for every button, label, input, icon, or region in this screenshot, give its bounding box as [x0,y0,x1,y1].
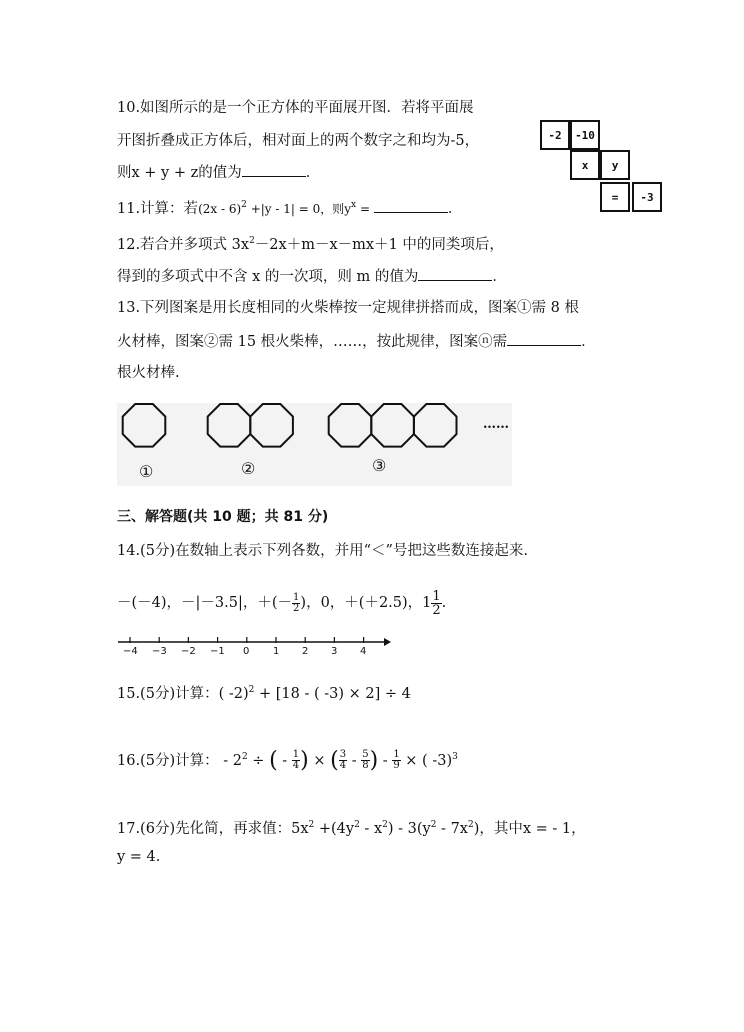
q14-nums-b: )，0，＋(＋2.5)，1 [300,595,432,611]
q11-prefix: 11.计算：若 [117,200,199,217]
q16-line [117,743,458,771]
q17-e4: 2 [430,820,437,830]
octagon-shape [250,404,293,447]
q12-line1 [117,231,504,255]
q12-line1-exp: 2 [249,236,255,246]
q16-d: × [308,752,331,769]
q13-line3: 根火材棒. [117,365,180,381]
q12-line2-text: 得到的多项式中不含 x 的一次项，则 m 的值为 [117,269,419,285]
tick-label: −2 [181,646,196,657]
left-paren: ( [330,747,339,773]
tick-label: −4 [123,646,138,657]
q16-g: - [378,752,393,769]
cube-cell: = [600,182,630,212]
q11-exp-b: x [351,200,357,210]
q10-line2: 开图折叠成正方体后，相对面上的两个数字之和均为-5， [117,133,480,149]
q11-line [117,195,462,219]
pattern-label-1: ① [139,462,154,481]
cube-cell: -2 [540,120,570,150]
q12-line2-end: ． [492,269,507,285]
pattern-label-2: ② [241,459,256,478]
q16-b: ÷ [247,752,270,769]
q17-b: +(4y [314,820,355,837]
right-paren: ) [300,747,309,773]
q16-fraction-4 [392,750,400,771]
tick-label: 4 [360,646,367,657]
q13-line2-text: 火材棒，图案②需 15 根火柴棒，……，按此规律，图案ⓝ需 [117,334,508,350]
fraction-numerator: 3 [339,749,347,761]
fraction-denominator: 4 [292,760,300,772]
tick-label: 1 [273,646,280,657]
q12-answer-blank[interactable] [418,266,492,281]
q17-line1 [117,815,586,839]
q16-h: × ( -3) [400,752,453,769]
q17-c: - x [359,820,383,837]
octagon-shape [123,404,166,447]
fraction-denominator: 4 [339,760,347,772]
q14-numbers [117,589,446,617]
tick-label: 0 [243,646,250,657]
q14-nums-a: －(－4)，－|－3.5|，＋(－ [117,595,293,611]
octagon-patterns [117,403,512,486]
q16-fraction-2 [339,750,347,771]
q13-line1: 13.下列图案是用长度相同的火柴棒按一定规律拼搭而成，图案①需 8 根 [117,300,580,316]
pattern-ellipsis: …… [483,417,509,432]
q16-fraction-1 [292,750,300,771]
q12-line1-b: －2x＋m－x－mx＋1 中的同类项后， [254,236,504,253]
octagon-shape [371,404,414,447]
tick-label: −1 [210,646,225,657]
q11-expr-c: = [356,201,374,216]
q11-answer-blank[interactable] [374,198,448,213]
q17-e3: 2 [382,820,388,830]
fraction-numerator: 5 [362,749,369,761]
right-paren: ) [369,747,379,773]
fraction-numerator: 1 [293,591,300,603]
q10-line3-end: ． [305,165,321,181]
matchstick-figure [117,403,512,486]
q16-c: - [277,752,292,769]
q12-line2 [117,266,507,287]
q17-a: 17.(6分)先化简，再求值：5x [117,820,309,837]
q17-e: - 7x [436,820,468,837]
q15-b: + [18 - ( -3) × 2] ÷ 4 [254,685,411,702]
q14-mixed-fraction [431,590,441,617]
pattern-label-3: ③ [372,456,387,475]
cube-cell: -3 [632,182,662,212]
q12-line1-a: 12.若合并多项式 3x [117,236,250,253]
q17-e1: 2 [308,820,315,830]
q10-answer-blank[interactable] [242,162,306,177]
q10-line3 [117,162,320,183]
cube-cell: y [600,150,630,180]
q14-nums-end: . [441,595,447,611]
left-paren: ( [269,747,278,773]
q13-answer-blank[interactable] [507,331,581,346]
q16-exp2: 3 [452,752,458,762]
section-title: 三、解答题(共 10 题；共 81 分) [117,509,329,525]
fraction-denominator: 8 [362,760,369,772]
tick-label: −3 [152,646,167,657]
fraction-numerator: 1 [292,749,300,761]
cube-cell: x [570,150,600,180]
q10-line1: 10.如图所示的是一个正方体的平面展开图．若将平面展 [117,100,474,116]
q13-line2-end: ． [581,334,596,350]
q17-e5: 2 [467,820,474,830]
octagon-shape [208,404,251,447]
q13-line2 [117,331,596,352]
q16-fraction-3 [361,750,369,771]
q17-f: )，其中x = - 1， [473,820,586,837]
tick-label: 3 [331,646,338,657]
q11-expr-a: (2x - 6) [198,201,242,216]
fraction-numerator: 1 [393,749,400,761]
fraction-denominator: 2 [432,602,441,618]
q16-exp1: 2 [241,752,248,762]
q17-line2: y = 4. [117,849,161,865]
q15-exp: 2 [248,685,255,695]
q15-a: 15.(5分)计算：( -2) [117,685,249,702]
q17-e2: 2 [354,820,360,830]
q11-end: ． [447,200,463,217]
q11-exp-a: 2 [241,200,247,210]
q10-line3-text: 则x + y + z的值为 [117,165,242,181]
fraction-numerator: 1 [432,588,441,604]
tick-label: 2 [302,646,309,657]
cube-cell: -10 [570,120,600,150]
q14-question: 14.(5分)在数轴上表示下列各数，并用“＜”号把这些数连接起来. [117,543,529,559]
octagon-shape [329,404,372,447]
q15-line [117,680,411,704]
fraction-denominator: 9 [393,760,400,772]
octagon-shape [414,404,457,447]
q16-a: 16.(5分)计算： - 2 [117,752,242,769]
fraction-denominator: 2 [293,602,300,614]
q17-d: ) - 3(y [387,820,431,837]
q11-expr-b: +|y - 1| = 0，则y [246,201,352,216]
q16-e: - [347,752,362,769]
